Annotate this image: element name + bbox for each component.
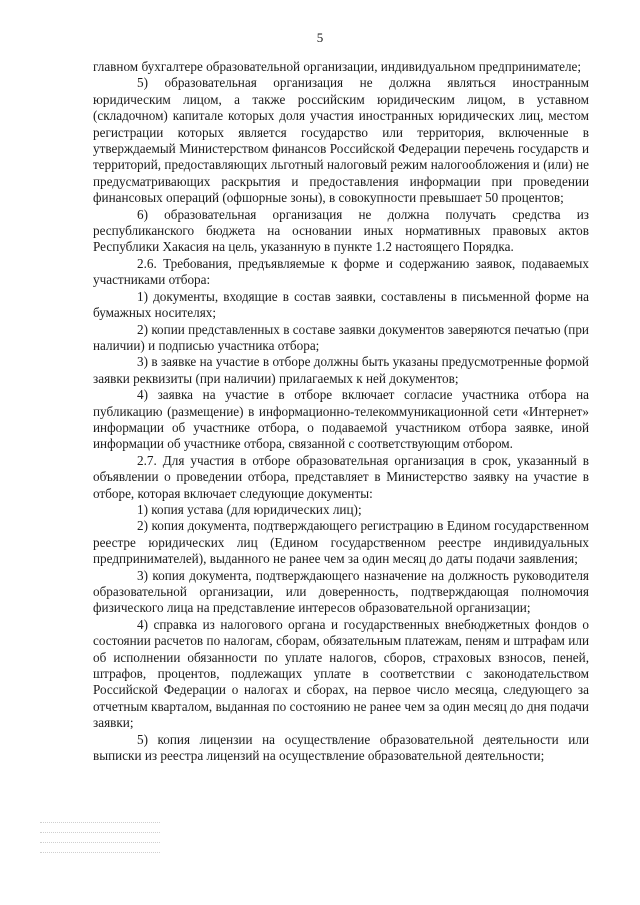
paragraph: 5) копия лицензии на осуществление образовательной деятельности или выписки из реестра лицензий на осуществление образовательной деятельности; <box>93 731 589 764</box>
faded-stamp <box>40 814 160 864</box>
page-number: 5 <box>316 30 324 45</box>
paragraph: 4) заявка на участие в отборе включает согласие участника отбора на публикацию (размещение) в информационно-телекоммуникационной сети «Интернет» информации об участнике отбора, о подаваемой участником отбора заявке, иной информации об участнике отбора, связанной с соответствующим отбором. <box>93 387 589 452</box>
paragraph: главном бухгалтере образовательной организации, индивидуальном предпринимателе; <box>93 59 582 74</box>
document-body <box>93 59 589 764</box>
paragraph: 3) копия документа, подтверждающего назначение на должность руководителя образовательной организации, или доверенность, подтверждающая полномочия физического лица на представление интересов образовательной организации; <box>93 567 589 616</box>
paragraph: 5) образовательная организация не должна являться иностранным юридическим лицом, а также российским юридическим лицом, в уставном (складочном) капитале которых доля участия иностранных юридических лиц, местом регистрации которых является государство или территория, включенные в утверждаемый Министерством финансов Российской Федерации перечень государств и территорий, предоставляющих льготный налоговый режим налогообложения и (или) не предусматривающих раскрытия и предоставления информации при проведении финансовых операций (офшорные зоны), в совокупности превышает 50 процентов; <box>93 75 589 206</box>
paragraph: 2) копии представленных в составе заявки документов заверяются печатью (при наличии) и подписью участника отбора; <box>93 321 589 353</box>
paragraph: 4) справка из налогового органа и государственных внебюджетных фондов о состоянии расчетов по налогам, сборам, обязательным платежам, пеням и штрафам или об исполнении обязанности по уплате налогов, сборов, страховых взносов, пеней, штрафов, процентов, подлежащих уплате в соответствии с законодательством Российской Федерации о налогах и сборах, на первое число месяца, следующего за отчетным кварталом, выданная по состоянию не ранее чем за один месяц до дня подачи заявки; <box>93 616 589 731</box>
paragraph: 1) копия устава (для юридических лиц); <box>137 501 362 517</box>
paragraph: 1) документы, входящие в состав заявки, составлены в письменной форме на бумажных носителях; <box>93 288 589 321</box>
paragraph: 3) в заявке на участие в отборе должны быть указаны предусмотренные формой заявки реквизиты (при наличии) прилагаемых к ней документов; <box>93 354 589 386</box>
paragraph: 2.6. Требования, предъявляемые к форме и содержанию заявок, подаваемых участниками отбора: <box>93 255 589 288</box>
paragraph: 6) образовательная организация не должна получать средства из республиканского бюджета на основании иных нормативных правовых актов Республики Хакасия на цель, указанную в пункте 1.2 настоящего Порядка. <box>93 206 589 255</box>
paragraph: 2.7. Для участия в отборе образовательная организация в срок, указанный в объявлении о проведении отбора, представляет в Министерство заявку на участие в отборе, которая включает следующие документы: <box>93 452 589 501</box>
paragraph: 2) копия документа, подтверждающего регистрацию в Едином государственном реестре юридических лиц (Едином государственном реестре индивидуальных предпринимателей), выданного не ранее чем за один месяц до даты подачи заявления; <box>93 518 589 567</box>
